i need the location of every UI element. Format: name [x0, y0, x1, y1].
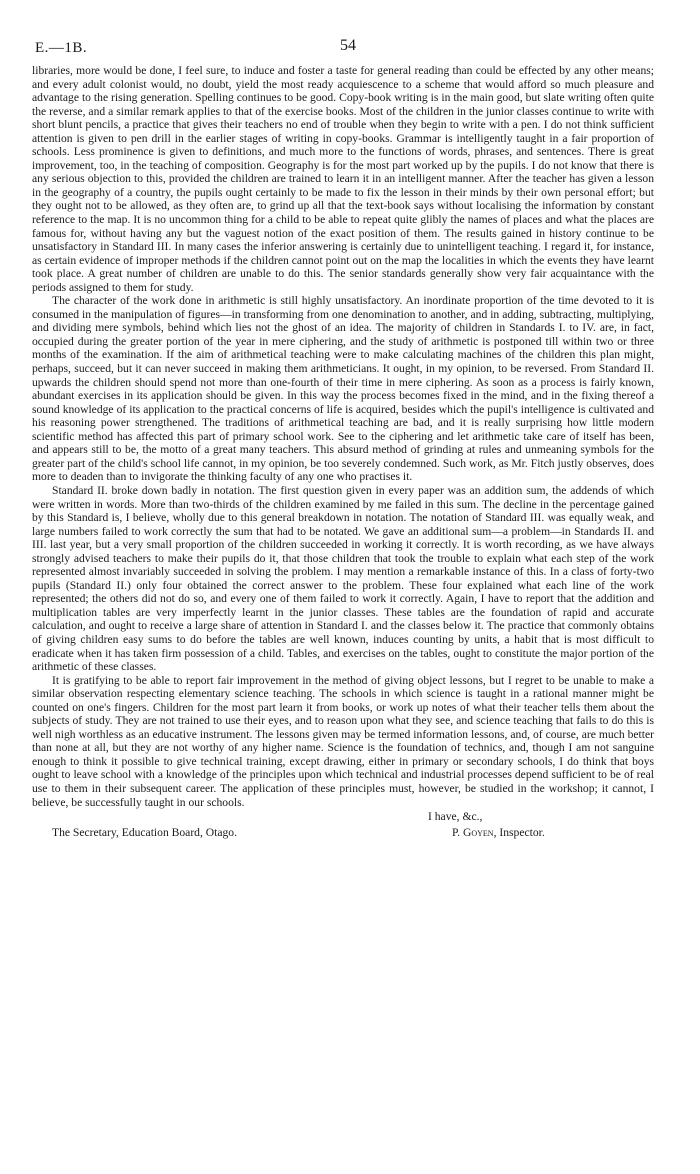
letter-closing: [32, 809, 654, 845]
paragraph-reading-and-subjects: libraries, more would be done, I feel sure, to induce and foster a taste for general reading than could be effected by any other means; and every adult colonist would, no doubt, yield the most ready acquiescence to a scheme that would afford so much pleasure and advantage to the rising generation. Spelling continues to be good. Copy-book writing is in the main good, but slate writing often quite the reverse, and a similar remark applies to that of the exercise books. Most of the children in the junior classes continue to write with short blunt pencils, a practice that gives their teachers no end of trouble when they begin to write with a pen. I do not think sufficient attention is given to pen drill in the earlier stages of writing in copy-books. Grammar is intelligently taught in a fair proportion of schools. Less prominence is given to definitions, and much more to the functions of words, phrases, and sentences. There is great improvement, too, in the teaching of composition. Geography is for the most part worked up by the pupils. I do not know that there is any serious objection to this, provided the children are trained to learn it in an intelligent manner. After the teacher has given a lesson in the geography of a country, the pupils ought certainly to be made to fix the lesson in their minds by their own personal effort; but they ought not to be allowed, as they often are, to grind up all that the text-book says without localising the information by constant reference to the map. It is no uncommon thing for a child to be able to repeat quite glibly the names of places and what the places are famous for, without having any but the vaguest notion of the exact position of them. The results gained in history continue to be unsatisfactory in Standard III. In many cases the inferior answering is certainly due to unintelligent teaching. I regard it, for instance, as certain evidence of improper methods if the children cannot point out on the map the localities in which the events they have learnt took place. A great number of children are unable to do this. The senior standards generally show very fair acquaintance with the periods assigned to them for study.: [32, 64, 654, 294]
paragraph-arithmetic: The character of the work done in arithmetic is still highly unsatisfactory. An inordinate proportion of the time devoted to it is consumed in the manipulation of figures—in transforming from one denomination to another, and in adding, subtracting, multiplying, and dividing mere symbols, behind which lies not the ghost of an idea. The majority of children in Standards I. to IV. are, in fact, occupied during the greater portion of the year in mere ciphering, and the study of arithmetic is postponed till within two or three months of the examination. If the aim of arithmetical teaching were to make calculating machines of the children this plan might, perhaps, succeed, but it can never succeed in making them arithmeticians. It ought, in my opinion, to be reversed. From Standard II. upwards the children should spend not more than one-fourth of their time in mere ciphering. As soon as a process is fairly known, abundant exercises in its application should be given. In this way the process becomes fixed in the mind, and in the fixing thereof a sound knowledge of its application to the practical concerns of life is acquired, besides which the pupil's intelligence is cultivated and his reasoning power strengthened. The traditions of arithmetical teaching are bad, and it is really surprising how little modern scientific method has affected this part of primary school work. See to the ciphering and let arithmetic take care of itself has been, and appears still to be, the motto of a great many teachers. This absurd method of grinding at rules and unmeaning symbols for the greater part of the child's school life cannot, in my opinion, be too severely condemned. Such work, as Mr. Fitch justly observes, does more to deaden than to invigorate the thinking faculty of any one who practises it.: [32, 294, 654, 484]
salutation: I have, &c.,: [428, 810, 483, 824]
paragraph-notation: Standard II. broke down badly in notation. The first question given in every paper was an addition sum, the addends of which were written in words. More than two-thirds of the children examined by me failed in this sum. The decline in the percentage gained by this Standard is, I believe, wholly due to this general breakdown in notation. The notation of Standard III. was equally weak, and large numbers failed to work correctly the sum that had to be notated. We gave an additional sum—a problem—in Standards II. and III. last year, but a very small proportion of the children succeeded in working it correctly. It is worth recording, as we have always strongly advised teachers to make their pupils do it, that those children that took the trouble to explain what each step of the work represented almost invariably succeeded in solving the problem. I may mention a remarkable instance of this. In a class of forty-two pupils (Standard II.) only four obtained the correct answer to the problem. These four explained what each line of the work represented; the others did not do so, and every one of them failed to work it correctly. Again, I have to report that the addition and multiplication tables are very imperfectly learnt in the junior classes. These tables are the foundation of rapid and accurate calculation, and ought to receive a large share of attention in Standard I. and the classes below it. The practice that commonly obtains of giving children easy sums to do before the tables are well known, induces counting by units, a habit that is most difficult to eradicate when it has taken firm possession of a child. Tables, and exercises on the tables, ought to constitute the major portion of the arithmetic of these classes.: [32, 483, 654, 674]
paragraph-science-teaching: It is gratifying to be able to report fair improvement in the method of giving object lessons, but I regret to be unable to make a similar observation respecting elementary science teaching. The schools in which science is taught in a rational manner might be counted on one's fingers. Children for the most part learn it from books, or work up notes of what their teacher tells them about the subjects of study. They are not trained to use their eyes, and to reason upon what they see, and science teaching that fails to do this is well nigh worthless as an educative instrument. The lessons given may be termed information lessons, and, of course, are much better than none at all, but they are not worthy of any higher name. Science is the foundation of technics, and, though I am not sanguine enough to think it possible to give technical training, except drawing, either in primary or secondary schools, I do think that boys ought to leave school with a knowledge of the principles upon which technical and industrial processes depend sufficient to be of real use to them in their subsequent career. The application of these principles must, however, be studied in the workshop; it cannot, I believe, be successfully taught in our schools.: [32, 673, 654, 809]
signature: [452, 825, 545, 840]
page-header: [32, 0, 654, 64]
sheet-identifier: E.—1B.: [35, 40, 88, 56]
signature-title: , Inspector.: [493, 826, 545, 840]
report-body: [32, 64, 654, 809]
addressee: The Secretary, Education Board, Otago.: [52, 826, 238, 840]
signature-name: P. Goyen: [452, 826, 494, 840]
page-number: 54: [340, 37, 356, 54]
